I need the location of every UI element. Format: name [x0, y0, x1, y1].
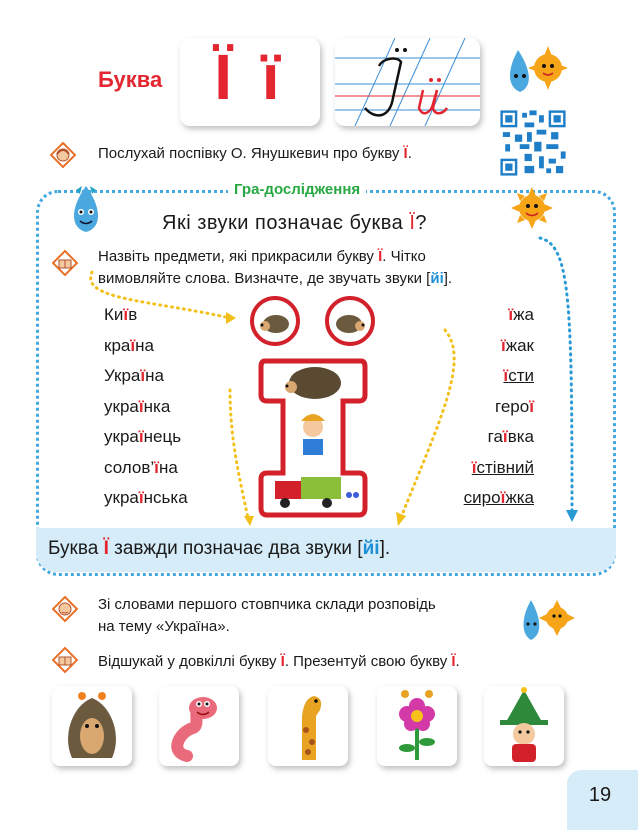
task-listen: Послухай поспівку О. Янушкевич про букву Ї.: [98, 145, 412, 162]
speak-icon: [52, 596, 78, 622]
hedgehog-icon: [254, 300, 296, 342]
decorated-letter-i: [257, 355, 369, 520]
word-item: Україна: [104, 366, 165, 385]
rule-statement: Буква Ї завжди позначає два звуки [йі].: [48, 538, 391, 559]
picture-card-giraffe: [268, 686, 348, 766]
word-item: їсти: [503, 366, 534, 385]
dot-circle-left: [250, 296, 300, 346]
task-story: Зі словами першого стовпчика склади розповідь на тему «Україна».: [98, 596, 436, 635]
word-item: українська: [104, 488, 188, 507]
word-item: гаївка: [487, 427, 534, 446]
lesson-title: Буква: [98, 67, 163, 92]
word-item: країна: [104, 335, 154, 355]
flower-icon: [377, 686, 457, 766]
picture-card-flower: [377, 686, 457, 766]
mascots-small-icon: [515, 594, 577, 648]
task-name-objects: Назвіть предмети, які прикрасили букву Ї. Чітко вимовляйте слова. Визначте, де звучать звуки [йі].: [98, 248, 453, 287]
page-number: 19: [588, 784, 612, 806]
word-item: українка: [104, 396, 171, 416]
word-item: їжа: [508, 305, 534, 324]
word-item: їстівний: [471, 457, 534, 477]
picture-card-hedgehog: [52, 686, 132, 766]
picture-card-gnome: [484, 686, 564, 766]
worm-icon: [159, 686, 239, 766]
word-item: українець: [104, 427, 182, 446]
question-heading: Які звуки позначає буква Ї?: [162, 212, 427, 234]
word-item: сироїжка: [463, 488, 534, 507]
task-find-letter: Відшукай у довкіллі букву Ї. Презентуй свою букву Ї.: [98, 653, 460, 670]
gnome-icon: [484, 686, 564, 766]
dot-circle-right: [325, 296, 375, 346]
left-word-column: [104, 300, 188, 514]
giraffe-icon: [268, 686, 348, 766]
research-game-label: Гра-дослідження: [228, 181, 366, 198]
printed-letters: Ї ї: [214, 41, 286, 113]
word-item: солов’їна: [104, 457, 178, 477]
word-item: Київ: [104, 305, 138, 324]
picture-card-worm: [159, 686, 239, 766]
right-word-column: [464, 300, 534, 514]
hedgehog-icon: [329, 300, 371, 342]
search-icon: [52, 647, 78, 673]
hedgehog-icon: [52, 686, 132, 766]
word-item: їжак: [500, 335, 534, 355]
word-item: герої: [495, 396, 534, 416]
